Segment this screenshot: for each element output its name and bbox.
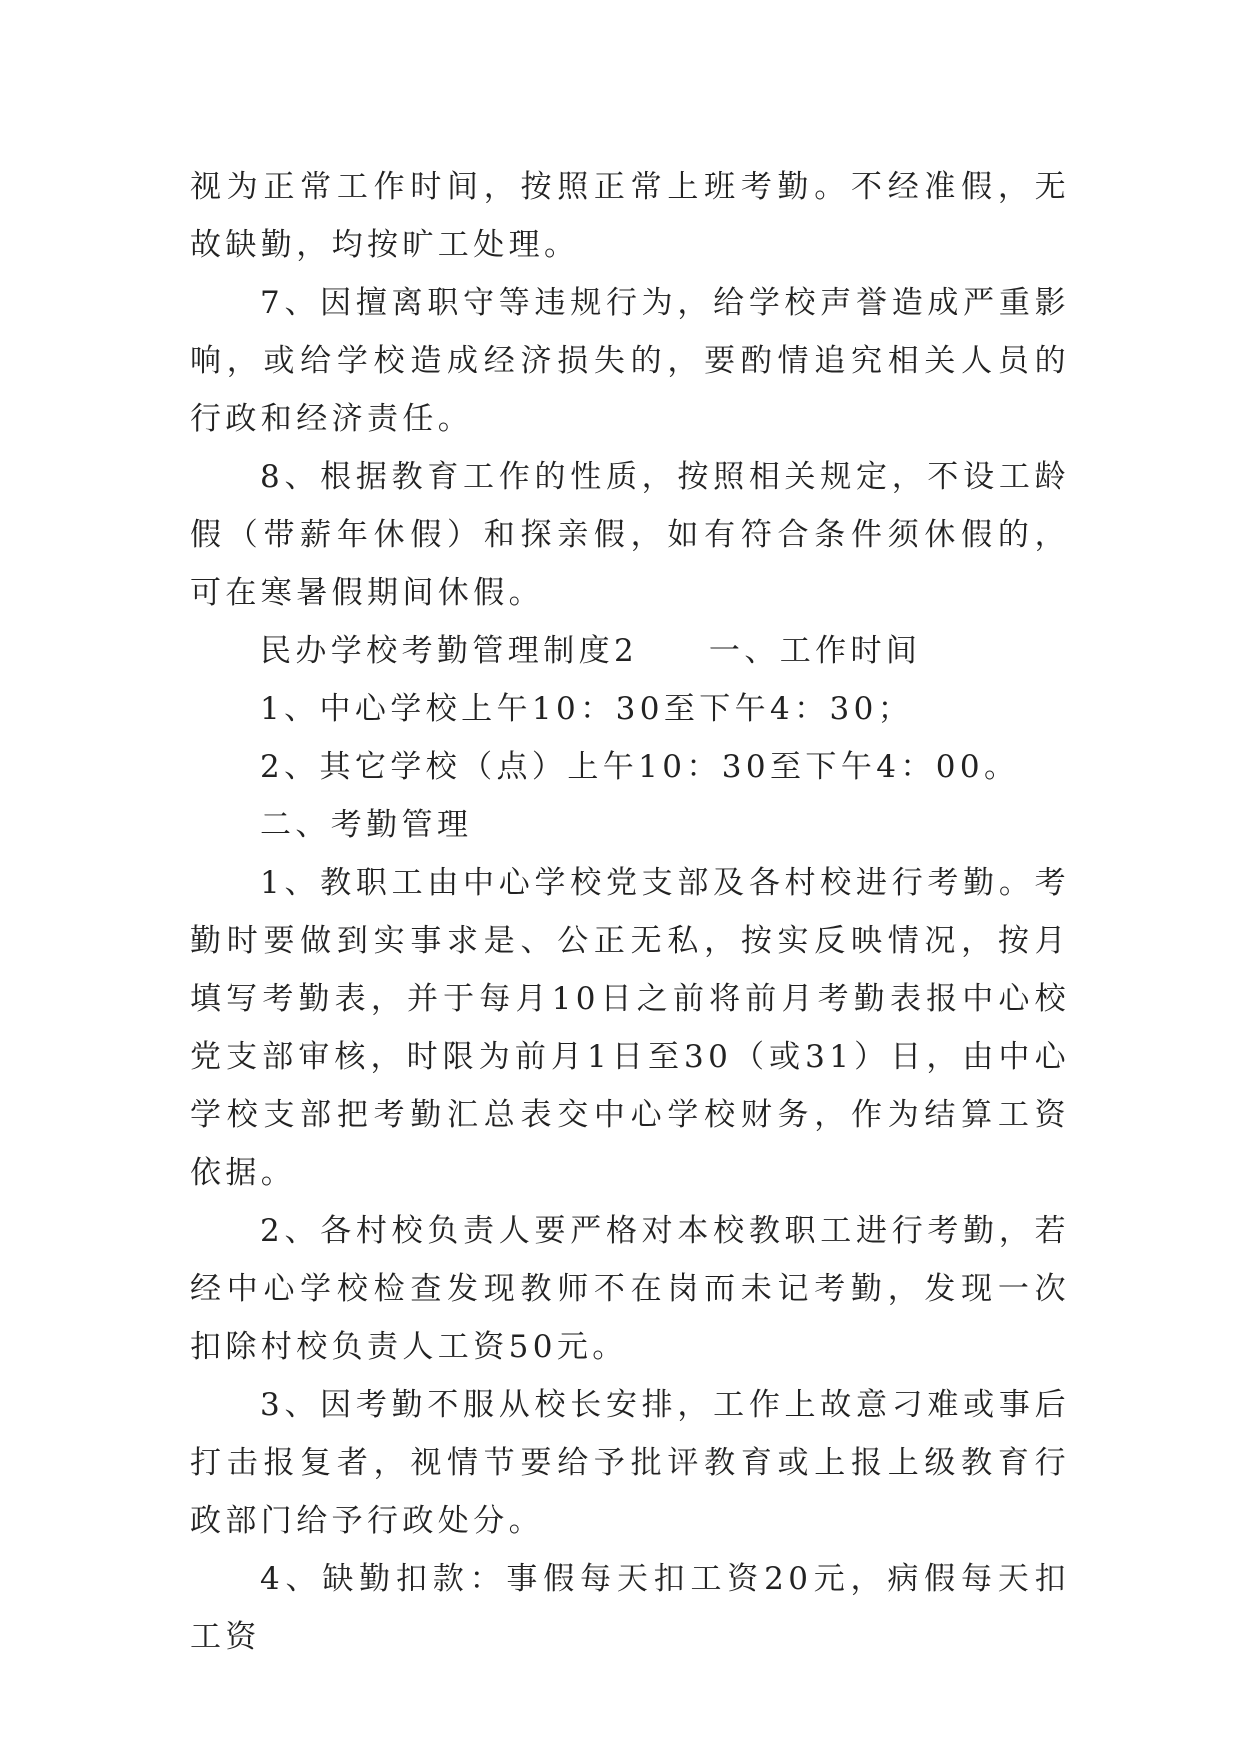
paragraph-attendance-3: 3、因考勤不服从校长安排，工作上故意刁难或事后打击报复者，视情节要给予批评教育或上报上级教育行政部门给予行政处分。 xyxy=(190,1387,1070,1539)
document-body xyxy=(190,158,1070,1666)
section-title-work-time: 民办学校考勤管理制度2 一、工作时间 xyxy=(260,633,922,669)
paragraph-item-8: 8、根据教育工作的性质，按照相关规定，不设工龄假（带薪年休假）和探亲假，如有符合条件须休假的，可在寒暑假期间休假。 xyxy=(190,459,1070,611)
paragraph-work-time-1: 1、中心学校上午10：30至下午4：30； xyxy=(260,691,914,727)
paragraph-attendance-2: 2、各村校负责人要严格对本校教职工进行考勤，若经中心学校检查发现教师不在岗而未记考勤，发现一次扣除村校负责人工资50元。 xyxy=(190,1213,1070,1365)
section-title-attendance: 二、考勤管理 xyxy=(260,807,473,843)
paragraph-item-7: 7、因擅离职守等违规行为，给学校声誉造成严重影响，或给学校造成经济损失的，要酌情追究相关人员的行政和经济责任。 xyxy=(190,285,1070,437)
paragraph-work-time-2: 2、其它学校（点）上午10：30至下午4：00。 xyxy=(260,749,1020,785)
paragraph-attendance-4: 4、缺勤扣款：事假每天扣工资20元，病假每天扣工资 xyxy=(190,1561,1070,1655)
paragraph-attendance-1: 1、教职工由中心学校党支部及各村校进行考勤。考勤时要做到实事求是、公正无私，按实反映情况，按月填写考勤表，并于每月10日之前将前月考勤表报中心校党支部审核，时限为前月1日至30（或31）日，由中心学校支部把考勤汇总表交中心学校财务，作为结算工资依据。 xyxy=(190,865,1070,1191)
paragraph-continuation: 视为正常工作时间，按照正常上班考勤。不经准假，无故缺勤，均按旷工处理。 xyxy=(190,169,1070,263)
